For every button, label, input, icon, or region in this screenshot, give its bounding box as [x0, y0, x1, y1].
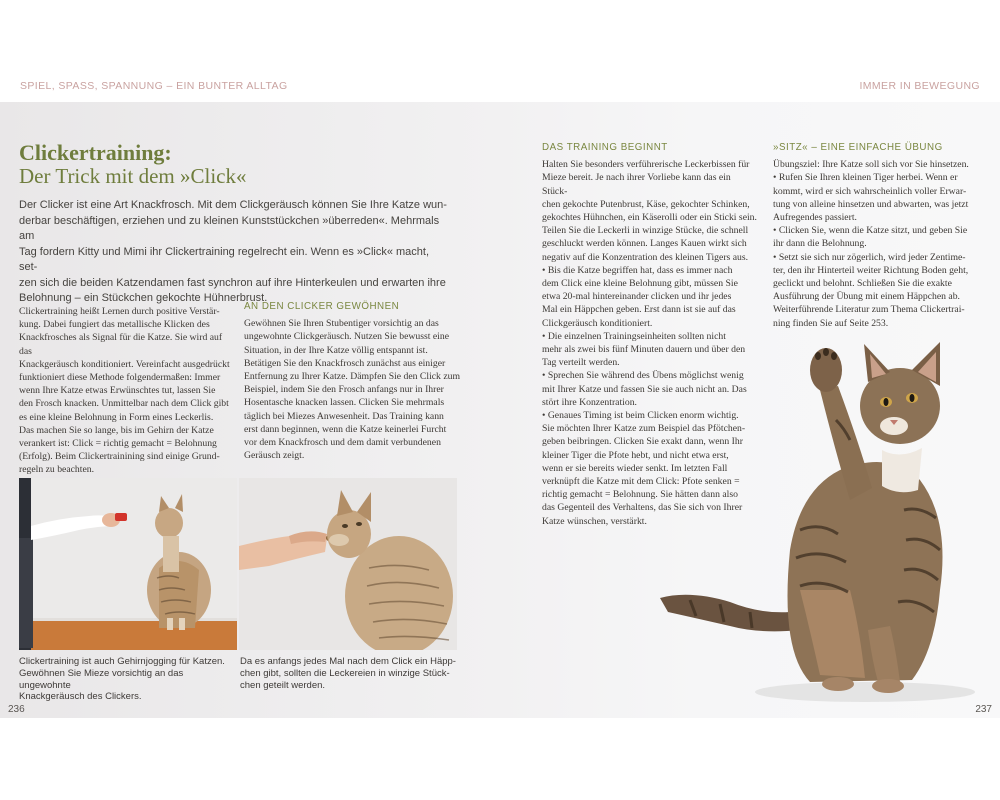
- body-column-clicker-gewoehnen: [244, 300, 462, 462]
- body-line: tung von alleine hinsetzen und abwarten, was jetzt: [773, 198, 969, 210]
- body-line: Beispiel, indem Sie den Frosch anfangs nur in Ihrer: [244, 384, 444, 396]
- page-number-left: 236: [8, 704, 25, 715]
- cat-treat-illustration: [239, 478, 457, 650]
- body-line: Situation, in der Ihre Katze völlig entspannt ist.: [244, 344, 428, 356]
- body-line: den Frosch knacken. Unmittelbar nach dem Click gibt: [19, 398, 229, 410]
- intro-line: Tag fordern Kitty und Mimi ihr Clickertraining regelrecht ein. Wenn es »Click« macht, set-: [19, 245, 430, 273]
- body-line: ihr dann die Belohnung.: [773, 238, 867, 250]
- body-line: richtig gemacht = Belohnung. Sie hätten dann also: [542, 489, 738, 501]
- body-line: das Gegenteil des Verhaltens, das Sie sich von Ihrer: [542, 502, 743, 514]
- body-line: stört ihre Konzentration.: [542, 396, 637, 408]
- body-line: • Genaues Timing ist beim Clicken enorm wichtig.: [542, 410, 739, 422]
- body-line: negativ auf die Konzentration des kleinen Tigers aus.: [542, 251, 749, 263]
- body-line: kommt, wird er sich wahrscheinlich voller Erwar-: [773, 185, 967, 197]
- body-line: • Setzt sie sich nur zögerlich, wird jeder Zentime-: [773, 251, 966, 263]
- photo-cat-sitting-paw-raised: [650, 330, 995, 710]
- running-header-right: IMMER IN BEWEGUNG: [859, 80, 980, 92]
- body-line: Entfernung zu Ihrer Katze. Dämpfen Sie den Click zum: [244, 371, 461, 383]
- photo-cat-eating-treat: [239, 478, 457, 650]
- caption-line: chen geteilt werden.: [240, 679, 326, 691]
- section-heading: »SITZ« – EINE EINFACHE ÜBUNG: [773, 142, 943, 153]
- page-number-right: 237: [975, 704, 992, 715]
- body-line: Clickertraining heißt Lernen durch positive Verstär-: [19, 306, 220, 317]
- body-line: Katze wünschen, verstärkt.: [542, 515, 647, 527]
- body-line: Das machen Sie so lange, bis im Gehirn der Katze: [19, 424, 214, 436]
- body-line: Knackgeräusch konditioniert. Vereinfacht ausgedrückt: [19, 358, 230, 370]
- body-line: gekochtes Hühnchen, ein Käserolli oder ein Sticki sein.: [542, 212, 757, 224]
- body-line: mit Ihrer Katze und fassen Sie sie auch nicht an. Das: [542, 383, 747, 395]
- body-line: Übungsziel: Ihre Katze soll sich vor Sie hinsetzen.: [773, 159, 969, 171]
- body-line: Mal ein Häppchen geben. Erst dann ist sie auf das: [542, 304, 736, 316]
- intro-line: zen sich die beiden Katzendamen fast synchron auf ihre Hinterkeulen und erwarten ihre: [19, 276, 446, 289]
- body-line: ter, den ihr Hinterteil weiter Richtung Boden geht,: [773, 264, 969, 276]
- caption-line: Gewöhnen Sie Mieze vorsichtig an das ungewohnte: [19, 667, 184, 691]
- body-line: wenn Ihre Katze etwas Erwünschtes tut, lassen Sie: [19, 385, 216, 397]
- body-line: vor dem Knackfrosch und dem damit verbundenen: [244, 437, 441, 449]
- body-line: ungewohnte Clickgeräusch. Nutzen Sie bewusst eine: [244, 331, 449, 343]
- body-line: Knackfrosches als Signal für die Katze. Sie wird auf das: [19, 332, 223, 357]
- body-line: Teilen Sie die Leckerli in winzige Stücke, die schnell: [542, 225, 749, 237]
- caption-line: Clickertraining ist auch Gehirnjogging für Katzen.: [19, 656, 225, 667]
- body-line: etwa 20-mal hintereinander clicken und ihr jedes: [542, 291, 732, 303]
- article-subtitle: Der Trick mit dem »Click«: [19, 164, 247, 188]
- body-line: Gewöhnen Sie Ihren Stubentiger vorsichtig an das: [244, 318, 439, 330]
- body-line: • Sprechen Sie während des Übens möglichst wenig: [542, 370, 744, 382]
- body-line: Betätigen Sie den Knackfrosch zunächst aus einiger: [244, 357, 446, 369]
- body-line: geclickt und belohnt. Schließen Sie die exakte: [773, 278, 952, 290]
- running-header-left: SPIEL, SPASS, SPANNUNG – EIN BUNTER ALLTAG: [20, 80, 288, 92]
- body-column-sitz-uebung: [773, 141, 981, 330]
- body-line: Mieze bereit. Je nach ihrer Vorliebe kann das ein Stück-: [542, 172, 731, 197]
- body-line: (Erfolg). Beim Clickertrainining sind einige Grund-: [19, 451, 220, 463]
- body-line: geben beibringen. Clicken Sie exakt dann, wenn Ihr: [542, 436, 743, 448]
- body-line: verankert ist: Click = richtig gemacht = Belohnung: [19, 438, 217, 450]
- body-line: Sie möchten Ihrer Katze zum Beispiel das Pfötchen-: [542, 423, 746, 435]
- cat-clicker-illustration: [19, 478, 237, 650]
- body-line: ning finden Sie auf Seite 253.: [773, 317, 889, 329]
- intro-line: Belohnung – ein Stückchen gekochte Hühnerbrust.: [19, 292, 268, 304]
- body-line: wenn er sie bereits wieder senkt. Im letzten Fall: [542, 462, 728, 474]
- section-heading: DAS TRAINING BEGINNT: [542, 142, 668, 153]
- intro-paragraph: [19, 198, 449, 307]
- body-line: erst dann beginnen, wenn die Katze keinerlei Furcht: [244, 423, 447, 435]
- caption-line: chen gibt, sollten die Leckereien in winzige Stück-: [240, 667, 450, 679]
- body-line: regeln zu beachten.: [19, 464, 95, 476]
- body-line: kung. Dabei fungiert das metallische Klicken des: [19, 319, 210, 331]
- body-line: Clickgeräusch konditioniert.: [542, 317, 653, 329]
- body-line: Geräusch zeigt.: [244, 450, 305, 462]
- body-column-clickertraining: [19, 305, 235, 477]
- body-line: chen gekochte Putenbrust, Käse, gekochter Schinken,: [542, 198, 750, 210]
- body-line: • Die einzelnen Trainingseinheiten sollten nicht: [542, 330, 726, 342]
- photo-caption-1: [19, 656, 237, 703]
- body-line: Hosentasche knacken lassen. Clicken Sie mehrmals: [244, 397, 445, 409]
- body-line: Tag verteilt werden.: [542, 357, 620, 369]
- intro-line: derbar beschäftigen, erziehen und zu kleinen Kunststückchen »überreden«. Mehrmals am: [19, 214, 440, 242]
- body-line: Weiterführende Literatur zum Thema Clickertrai-: [773, 304, 965, 316]
- caption-line: Knackgeräusch des Clickers.: [19, 691, 142, 703]
- section-heading: AN DEN CLICKER GEWÖHNEN: [244, 301, 400, 312]
- body-line: • Rufen Sie Ihren kleinen Tiger herbei. Wenn er: [773, 172, 958, 184]
- sitting-cat-illustration: [650, 330, 995, 710]
- photo-cat-with-clicker: [19, 478, 237, 650]
- intro-line: Der Clicker ist eine Art Knackfrosch. Mit dem Clickgeräusch können Sie Ihre Katze wun-: [19, 199, 447, 211]
- body-line: täglich bei Miezes Anwesenheit. Das Training kann: [244, 410, 444, 422]
- body-line: Ausführung der Übung mit einem Häppchen ab.: [773, 291, 960, 303]
- body-line: Aufregendes passiert.: [773, 212, 857, 224]
- caption-line: Da es anfangs jedes Mal nach dem Click ein Häpp-: [240, 656, 456, 667]
- article-title: Clickertraining:: [19, 140, 172, 165]
- body-line: mehr als zwei bis fünf Minuten dauern und über den: [542, 344, 746, 356]
- body-line: • Bis die Katze begriffen hat, dass es immer nach: [542, 264, 733, 276]
- body-line: Halten Sie besonders verführerische Leckerbissen für: [542, 159, 750, 171]
- body-line: verknüpft die Katze mit dem Click: Pfote senken =: [542, 476, 740, 488]
- body-line: dem Click eine kleine Belohnung gibt, müssen Sie: [542, 278, 738, 290]
- body-line: funktioniert diese Methode folgendermaßen: Immer: [19, 372, 221, 384]
- photo-caption-2: [240, 656, 458, 691]
- body-line: geschluckt werden können. Langes Kauen wirkt sich: [542, 238, 747, 250]
- body-line: • Clicken Sie, wenn die Katze sitzt, und geben Sie: [773, 225, 968, 237]
- body-line: kleiner Tiger die Pfote hebt, und nicht etwa erst,: [542, 449, 729, 461]
- body-line: es eine kleine Belohnung in Form eines Leckerlis.: [19, 411, 214, 423]
